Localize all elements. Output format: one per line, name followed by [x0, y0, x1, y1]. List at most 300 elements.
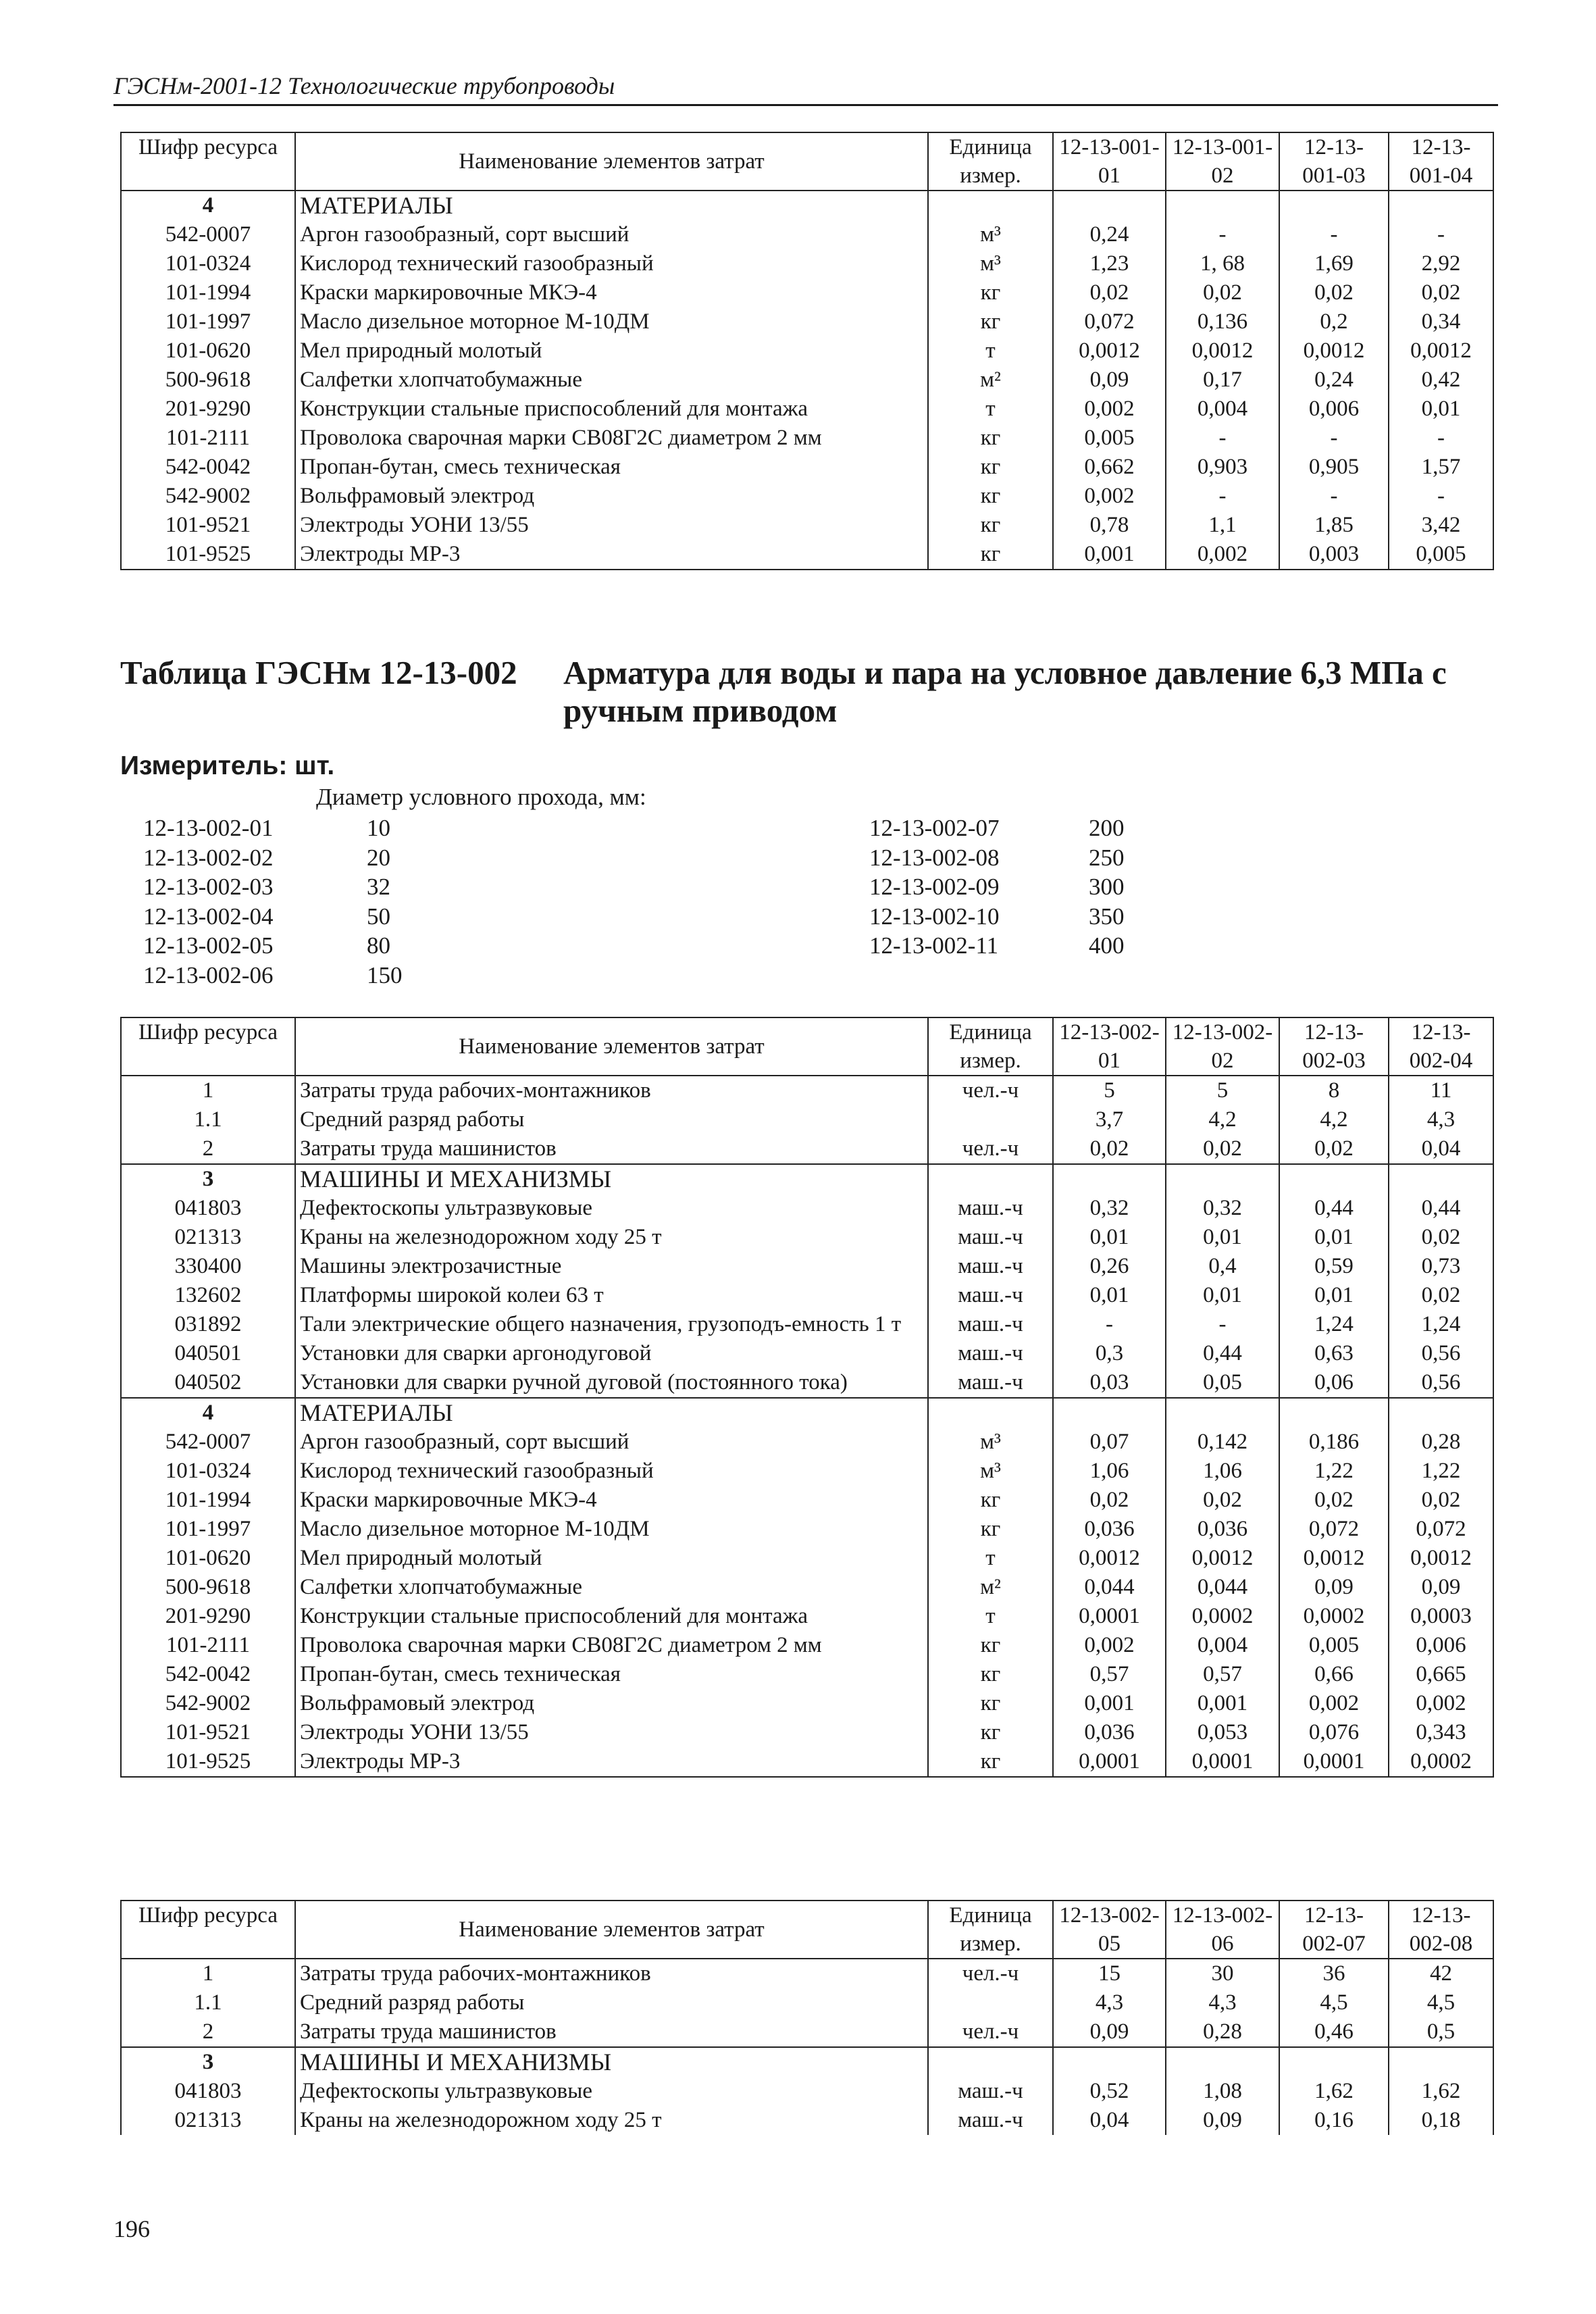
table-header-row [121, 1901, 1493, 1959]
norm-value-cell: 0,002 [1279, 1689, 1389, 1718]
norm-value-cell: 0,0012 [1279, 1544, 1389, 1573]
norm-value-cell: 0,04 [1389, 1134, 1493, 1164]
resource-code-cell: 1 [121, 1076, 295, 1105]
diameter-code: 12-13-002-02 [143, 844, 274, 871]
cost-element-name-cell: Электроды УОНИ 13/55 [295, 511, 928, 540]
table-row [121, 482, 1493, 511]
norm-value-cell: 0,44 [1166, 1339, 1279, 1368]
norm-value-cell: 0,044 [1053, 1573, 1166, 1602]
diameter-value: 50 [367, 903, 390, 930]
norm-value-cell: - [1389, 482, 1493, 511]
cost-element-name-cell: Кислород технический газообразный [295, 1457, 928, 1486]
column-header-norm: 12-13-001-03 [1279, 132, 1389, 191]
norm-value-cell: 0,24 [1279, 366, 1389, 395]
norm-value-cell: 0,0001 [1053, 1602, 1166, 1631]
norm-value-cell: 0,09 [1166, 2106, 1279, 2135]
cost-element-name-cell: Электроды МР-3 [295, 1747, 928, 1777]
column-header-norm: 12-13-002-02 [1166, 1017, 1279, 1076]
norm-value-cell: 1,62 [1279, 2077, 1389, 2106]
norm-value-cell [1279, 2047, 1389, 2077]
resource-code-cell: 330400 [121, 1252, 295, 1281]
norm-value-cell: - [1279, 220, 1389, 249]
norm-value-cell [1166, 2047, 1279, 2077]
column-header-norm: 12-13-001-04 [1389, 132, 1493, 191]
column-header-unit: Единица измер. [928, 1017, 1053, 1076]
table-row [121, 1959, 1493, 1988]
column-header-code: Шифр ресурса [121, 1901, 295, 1959]
resource-code-cell: 500-9618 [121, 1573, 295, 1602]
cost-element-name-cell: Установки для сварки ручной дуговой (постоянного тока) [295, 1368, 928, 1398]
cost-element-name-cell: Средний разряд работы [295, 1105, 928, 1134]
norm-value-cell: - [1166, 220, 1279, 249]
norm-value-cell: 0,63 [1279, 1339, 1389, 1368]
column-header-norm: 12-13-002-08 [1389, 1901, 1493, 1959]
table-row [121, 1747, 1493, 1777]
resource-table-12-13-001 [120, 132, 1494, 570]
unit-cell: маш.-ч [928, 1223, 1053, 1252]
norm-value-cell: 0,076 [1279, 1718, 1389, 1747]
norm-value-cell: 1,62 [1389, 2077, 1493, 2106]
cost-element-name-cell: Проволока сварочная марки СВ08Г2С диаметром 2 мм [295, 1631, 928, 1660]
norm-value-cell: 0,4 [1166, 1252, 1279, 1281]
norm-value-cell [1166, 1398, 1279, 1428]
resource-code-cell: 101-2111 [121, 424, 295, 453]
norm-value-cell: 0,072 [1053, 307, 1166, 336]
norm-value-cell: 0,02 [1166, 1134, 1279, 1164]
norm-value-cell: 0,0012 [1166, 336, 1279, 366]
resource-code-cell: 101-0620 [121, 1544, 295, 1573]
table-title-label: Таблица ГЭСНм 12-13-002 [120, 654, 517, 691]
diameter-code: 12-13-002-06 [143, 961, 274, 988]
norm-value-cell: 1,22 [1389, 1457, 1493, 1486]
norm-value-cell: 11 [1389, 1076, 1493, 1105]
column-header-norm: 12-13-002-03 [1279, 1017, 1389, 1076]
norm-value-cell: 0,002 [1053, 482, 1166, 511]
cost-element-name-cell: Мел природный молотый [295, 1544, 928, 1573]
measure-unit: Измеритель: шт. [120, 751, 335, 780]
resource-code-cell: 041803 [121, 1194, 295, 1223]
resource-code-cell: 4 [121, 1398, 295, 1428]
norm-value-cell: 0,036 [1053, 1718, 1166, 1747]
norm-value-cell: 0,18 [1389, 2106, 1493, 2135]
norm-value-cell: 0,01 [1279, 1281, 1389, 1310]
table-row [121, 336, 1493, 366]
table-row [121, 395, 1493, 424]
norm-value-cell: 0,02 [1053, 278, 1166, 307]
table-row [121, 220, 1493, 249]
norm-value-cell: 1, 68 [1166, 249, 1279, 278]
table-row [121, 1515, 1493, 1544]
resource-code-cell: 101-2111 [121, 1631, 295, 1660]
table-row [121, 1631, 1493, 1660]
table-row [121, 1486, 1493, 1515]
norm-value-cell: 0,002 [1389, 1689, 1493, 1718]
resource-code-cell: 500-9618 [121, 366, 295, 395]
cost-element-name-cell: Салфетки хлопчатобумажные [295, 366, 928, 395]
resource-code-cell: 542-0007 [121, 1428, 295, 1457]
norm-value-cell: 0,02 [1053, 1486, 1166, 1515]
norm-value-cell: 0,0003 [1389, 1602, 1493, 1631]
diameter-value: 150 [367, 961, 403, 988]
unit-cell: т [928, 1544, 1053, 1573]
norm-value-cell: 0,57 [1166, 1660, 1279, 1689]
cost-element-name-cell: Электроды УОНИ 13/55 [295, 1718, 928, 1747]
norm-value-cell: 0,02 [1389, 278, 1493, 307]
norm-value-cell: 1,06 [1053, 1457, 1166, 1486]
column-header-code: Шифр ресурса [121, 1017, 295, 1076]
cost-element-name-cell: Масло дизельное моторное М-10ДМ [295, 307, 928, 336]
norm-value-cell: 4,3 [1166, 1988, 1279, 2017]
norm-value-cell: 0,903 [1166, 453, 1279, 482]
norm-value-cell: 0,0012 [1389, 1544, 1493, 1573]
unit-cell: м² [928, 1573, 1053, 1602]
norm-value-cell: - [1166, 1310, 1279, 1339]
unit-cell: кг [928, 482, 1053, 511]
table-row [121, 1194, 1493, 1223]
table-row [121, 1689, 1493, 1718]
norm-value-cell: 0,06 [1279, 1368, 1389, 1398]
table-row [121, 307, 1493, 336]
cost-element-name-cell: Затраты труда рабочих-монтажников [295, 1959, 928, 1988]
norm-value-cell: 0,02 [1389, 1281, 1493, 1310]
column-header-norm: 12-13-001-01 [1053, 132, 1166, 191]
resource-code-cell: 101-0324 [121, 249, 295, 278]
resource-code-cell: 542-9002 [121, 1689, 295, 1718]
table-row [121, 453, 1493, 482]
table-row [121, 2106, 1493, 2135]
unit-cell [928, 2047, 1053, 2077]
norm-value-cell: 0,05 [1166, 1368, 1279, 1398]
norm-value-cell: 0,006 [1279, 395, 1389, 424]
norm-value-cell [1279, 191, 1389, 220]
norm-value-cell: 0,26 [1053, 1252, 1166, 1281]
cost-element-name-cell: Тали электрические общего назначения, грузоподъ-емность 1 т [295, 1310, 928, 1339]
diameter-value: 250 [1089, 844, 1125, 871]
page-number: 196 [113, 2215, 150, 2242]
norm-value-cell: 0,662 [1053, 453, 1166, 482]
resource-code-cell: 101-9525 [121, 1747, 295, 1777]
norm-value-cell: 0,24 [1053, 220, 1166, 249]
norm-value-cell: 3,42 [1389, 511, 1493, 540]
norm-value-cell: 0,02 [1166, 1486, 1279, 1515]
unit-cell: чел.-ч [928, 1076, 1053, 1105]
table-row [121, 2017, 1493, 2047]
norm-value-cell: 0,072 [1279, 1515, 1389, 1544]
norm-value-cell: 0,56 [1389, 1339, 1493, 1368]
norm-value-cell: 15 [1053, 1959, 1166, 1988]
norm-value-cell: 0,0002 [1279, 1602, 1389, 1631]
cost-element-name-cell: Установки для сварки аргонодуговой [295, 1339, 928, 1368]
cost-element-name-cell: Средний разряд работы [295, 1988, 928, 2017]
unit-cell: м³ [928, 1428, 1053, 1457]
column-header-norm: 12-13-002-07 [1279, 1901, 1389, 1959]
norm-value-cell: 1,85 [1279, 511, 1389, 540]
diameter-code: 12-13-002-03 [143, 874, 274, 900]
norm-value-cell: - [1166, 482, 1279, 511]
table-row [121, 1134, 1493, 1164]
unit-cell: м³ [928, 220, 1053, 249]
resource-code-cell: 1.1 [121, 1105, 295, 1134]
resource-code-cell: 040502 [121, 1368, 295, 1398]
cost-element-name-cell: Масло дизельное моторное М-10ДМ [295, 1515, 928, 1544]
table-row [121, 1718, 1493, 1747]
norm-value-cell: - [1389, 424, 1493, 453]
unit-cell [928, 1164, 1053, 1194]
norm-value-cell: 0,5 [1389, 2017, 1493, 2047]
diameter-value: 400 [1089, 932, 1125, 959]
unit-cell: чел.-ч [928, 1134, 1053, 1164]
norm-value-cell: 0,004 [1166, 1631, 1279, 1660]
unit-cell: кг [928, 1689, 1053, 1718]
norm-value-cell: 0,32 [1166, 1194, 1279, 1223]
norm-value-cell: 1,08 [1166, 2077, 1279, 2106]
cost-element-name-cell: Машины электрозачистные [295, 1252, 928, 1281]
norm-value-cell [1279, 1164, 1389, 1194]
norm-value-cell: 0,28 [1389, 1428, 1493, 1457]
cost-element-name-cell: Краны на железнодорожном ходу 25 т [295, 1223, 928, 1252]
resource-code-cell: 101-1997 [121, 307, 295, 336]
table-row [121, 1428, 1493, 1457]
norm-value-cell: 0,905 [1279, 453, 1389, 482]
norm-value-cell: 0,44 [1389, 1194, 1493, 1223]
norm-value-cell: 0,01 [1053, 1223, 1166, 1252]
cost-element-name-cell: Проволока сварочная марки СВ08Г2С диаметром 2 мм [295, 424, 928, 453]
norm-value-cell: - [1166, 424, 1279, 453]
section-row [121, 2047, 1493, 2077]
resource-code-cell: 4 [121, 191, 295, 220]
unit-cell: маш.-ч [928, 1368, 1053, 1398]
resource-code-cell: 542-9002 [121, 482, 295, 511]
norm-value-cell: 0,005 [1053, 424, 1166, 453]
norm-value-cell: 0,02 [1279, 278, 1389, 307]
resource-code-cell: 1.1 [121, 1988, 295, 2017]
norm-value-cell: 0,46 [1279, 2017, 1389, 2047]
norm-value-cell: 1,1 [1166, 511, 1279, 540]
norm-value-cell: 0,665 [1389, 1660, 1493, 1689]
diameter-code: 12-13-002-07 [869, 815, 1000, 841]
norm-value-cell: 1,57 [1389, 453, 1493, 482]
unit-cell: кг [928, 1486, 1053, 1515]
table-row [121, 540, 1493, 570]
cost-element-name-cell: Пропан-бутан, смесь техническая [295, 1660, 928, 1689]
norm-value-cell: 0,59 [1279, 1252, 1389, 1281]
norm-value-cell: - [1053, 1310, 1166, 1339]
norm-value-cell: 0,04 [1053, 2106, 1166, 2135]
unit-cell: чел.-ч [928, 2017, 1053, 2047]
table-row [121, 1660, 1493, 1689]
diameter-code: 12-13-002-04 [143, 903, 274, 930]
norm-value-cell: 8 [1279, 1076, 1389, 1105]
norm-value-cell: 0,001 [1053, 1689, 1166, 1718]
cost-element-name-cell: Краны на железнодорожном ходу 25 т [295, 2106, 928, 2135]
norm-value-cell: 0,2 [1279, 307, 1389, 336]
norm-value-cell: 0,78 [1053, 511, 1166, 540]
norm-value-cell: 4,3 [1389, 1105, 1493, 1134]
norm-value-cell: 0,001 [1166, 1689, 1279, 1718]
cost-element-name-cell: Кислород технический газообразный [295, 249, 928, 278]
norm-value-cell: 0,002 [1053, 1631, 1166, 1660]
unit-cell: маш.-ч [928, 1281, 1053, 1310]
header-rule [113, 104, 1498, 106]
table-row [121, 424, 1493, 453]
resource-table-12-13-002-05-08 [120, 1900, 1494, 2135]
diameter-code: 12-13-002-08 [869, 844, 1000, 871]
table-row [121, 2077, 1493, 2106]
norm-value-cell: 4,2 [1279, 1105, 1389, 1134]
resource-code-cell: 031892 [121, 1310, 295, 1339]
norm-value-cell: 42 [1389, 1959, 1493, 1988]
norm-value-cell: 0,001 [1053, 540, 1166, 570]
diameter-code: 12-13-002-01 [143, 815, 274, 841]
table-row [121, 1223, 1493, 1252]
cost-element-name-cell: Конструкции стальные приспособлений для монтажа [295, 1602, 928, 1631]
norm-value-cell: 0,0012 [1053, 336, 1166, 366]
norm-value-cell: 0,52 [1053, 2077, 1166, 2106]
norm-value-cell [1053, 191, 1166, 220]
cost-element-name-cell: МАТЕРИАЛЫ [295, 191, 928, 220]
norm-value-cell [1053, 2047, 1166, 2077]
unit-cell [928, 191, 1053, 220]
norm-value-cell: 5 [1166, 1076, 1279, 1105]
cost-element-name-cell: Платформы широкой колеи 63 т [295, 1281, 928, 1310]
unit-cell [928, 1988, 1053, 2017]
norm-value-cell: 0,002 [1166, 540, 1279, 570]
table-header-row [121, 132, 1493, 191]
table-row [121, 1544, 1493, 1573]
unit-cell: кг [928, 511, 1053, 540]
resource-code-cell: 101-9521 [121, 1718, 295, 1747]
diameter-value: 10 [367, 815, 390, 841]
resource-code-cell: 101-9521 [121, 511, 295, 540]
cost-element-name-cell: Вольфрамовый электрод [295, 482, 928, 511]
norm-value-cell: 0,02 [1389, 1223, 1493, 1252]
norm-value-cell: 36 [1279, 1959, 1389, 1988]
diameter-value: 200 [1089, 815, 1125, 841]
column-header-norm: 12-13-002-01 [1053, 1017, 1166, 1076]
cost-element-name-cell: Конструкции стальные приспособлений для монтажа [295, 395, 928, 424]
resource-code-cell: 101-1994 [121, 278, 295, 307]
resource-code-cell: 201-9290 [121, 1602, 295, 1631]
norm-value-cell: 0,66 [1279, 1660, 1389, 1689]
resource-code-cell: 2 [121, 1134, 295, 1164]
cost-element-name-cell: МАШИНЫ И МЕХАНИЗМЫ [295, 1164, 928, 1194]
norm-value-cell: 0,0001 [1166, 1747, 1279, 1777]
diameter-code: 12-13-002-10 [869, 903, 1000, 930]
resource-code-cell: 101-1994 [121, 1486, 295, 1515]
unit-cell: чел.-ч [928, 1959, 1053, 1988]
norm-value-cell: 3,7 [1053, 1105, 1166, 1134]
norm-value-cell [1389, 2047, 1493, 2077]
unit-cell: м³ [928, 249, 1053, 278]
column-header-name: Наименование элементов затрат [295, 1017, 928, 1076]
cost-element-name-cell: Электроды МР-3 [295, 540, 928, 570]
section-row [121, 191, 1493, 220]
cost-element-name-cell: МАШИНЫ И МЕХАНИЗМЫ [295, 2047, 928, 2077]
table-row [121, 1339, 1493, 1368]
resource-code-cell: 101-0324 [121, 1457, 295, 1486]
unit-cell: кг [928, 453, 1053, 482]
diameter-value: 32 [367, 874, 390, 900]
norm-value-cell: 0,006 [1389, 1631, 1493, 1660]
table-row [121, 1457, 1493, 1486]
unit-cell: маш.-ч [928, 1194, 1053, 1223]
cost-element-name-cell: Мел природный молотый [295, 336, 928, 366]
resource-code-cell: 542-0042 [121, 1660, 295, 1689]
cost-element-name-cell: Вольфрамовый электрод [295, 1689, 928, 1718]
table-row [121, 1076, 1493, 1105]
unit-cell: кг [928, 1747, 1053, 1777]
norm-value-cell: 0,004 [1166, 395, 1279, 424]
resource-code-cell: 101-1997 [121, 1515, 295, 1544]
norm-value-cell [1166, 191, 1279, 220]
table-row [121, 249, 1493, 278]
norm-value-cell: 0,0001 [1053, 1747, 1166, 1777]
norm-value-cell: 0,3 [1053, 1339, 1166, 1368]
cost-element-name-cell: Затраты труда машинистов [295, 2017, 928, 2047]
norm-value-cell: 5 [1053, 1076, 1166, 1105]
norm-value-cell: - [1279, 482, 1389, 511]
table-row [121, 1988, 1493, 2017]
diameter-value: 300 [1089, 874, 1125, 900]
norm-value-cell: - [1279, 424, 1389, 453]
norm-value-cell: 0,16 [1279, 2106, 1389, 2135]
diameter-value: 20 [367, 844, 390, 871]
norm-value-cell: 0,343 [1389, 1718, 1493, 1747]
norm-value-cell: 0,34 [1389, 307, 1493, 336]
norm-value-cell: 0,17 [1166, 366, 1279, 395]
norm-value-cell: 0,01 [1166, 1281, 1279, 1310]
norm-value-cell [1389, 1398, 1493, 1428]
norm-value-cell: 4,2 [1166, 1105, 1279, 1134]
unit-cell: маш.-ч [928, 2106, 1053, 2135]
norm-value-cell: 0,02 [1389, 1486, 1493, 1515]
norm-value-cell: 0,32 [1053, 1194, 1166, 1223]
unit-cell: т [928, 336, 1053, 366]
resource-table-12-13-002-01-04 [120, 1017, 1494, 1778]
norm-value-cell: 0,09 [1053, 2017, 1166, 2047]
unit-cell: маш.-ч [928, 1310, 1053, 1339]
norm-value-cell: 0,02 [1279, 1134, 1389, 1164]
norm-value-cell: 0,02 [1279, 1486, 1389, 1515]
table-header-row [121, 1017, 1493, 1076]
norm-value-cell: 0,0012 [1053, 1544, 1166, 1573]
resource-code-cell: 041803 [121, 2077, 295, 2106]
norm-value-cell: 1,06 [1166, 1457, 1279, 1486]
norm-value-cell: 0,0001 [1279, 1747, 1389, 1777]
norm-value-cell: 1,24 [1389, 1310, 1493, 1339]
norm-value-cell [1389, 191, 1493, 220]
norm-value-cell: 1,69 [1279, 249, 1389, 278]
column-header-name: Наименование элементов затрат [295, 132, 928, 191]
norm-value-cell: 30 [1166, 1959, 1279, 1988]
table-row [121, 511, 1493, 540]
resource-code-cell: 1 [121, 1959, 295, 1988]
table-row [121, 278, 1493, 307]
norm-value-cell: 0,005 [1389, 540, 1493, 570]
page-header: ГЭСНм-2001-12 Технологические трубопроводы [113, 72, 615, 99]
norm-value-cell: 0,0012 [1166, 1544, 1279, 1573]
norm-value-cell: 1,23 [1053, 249, 1166, 278]
norm-value-cell: 0,02 [1053, 1134, 1166, 1164]
norm-value-cell: 0,01 [1053, 1281, 1166, 1310]
cost-element-name-cell: Дефектоскопы ультразвуковые [295, 2077, 928, 2106]
column-header-norm: 12-13-001-02 [1166, 132, 1279, 191]
table-row [121, 1573, 1493, 1602]
norm-value-cell: 0,002 [1053, 395, 1166, 424]
resource-code-cell: 2 [121, 2017, 295, 2047]
cost-element-name-cell: Затраты труда рабочих-монтажников [295, 1076, 928, 1105]
unit-cell [928, 1398, 1053, 1428]
